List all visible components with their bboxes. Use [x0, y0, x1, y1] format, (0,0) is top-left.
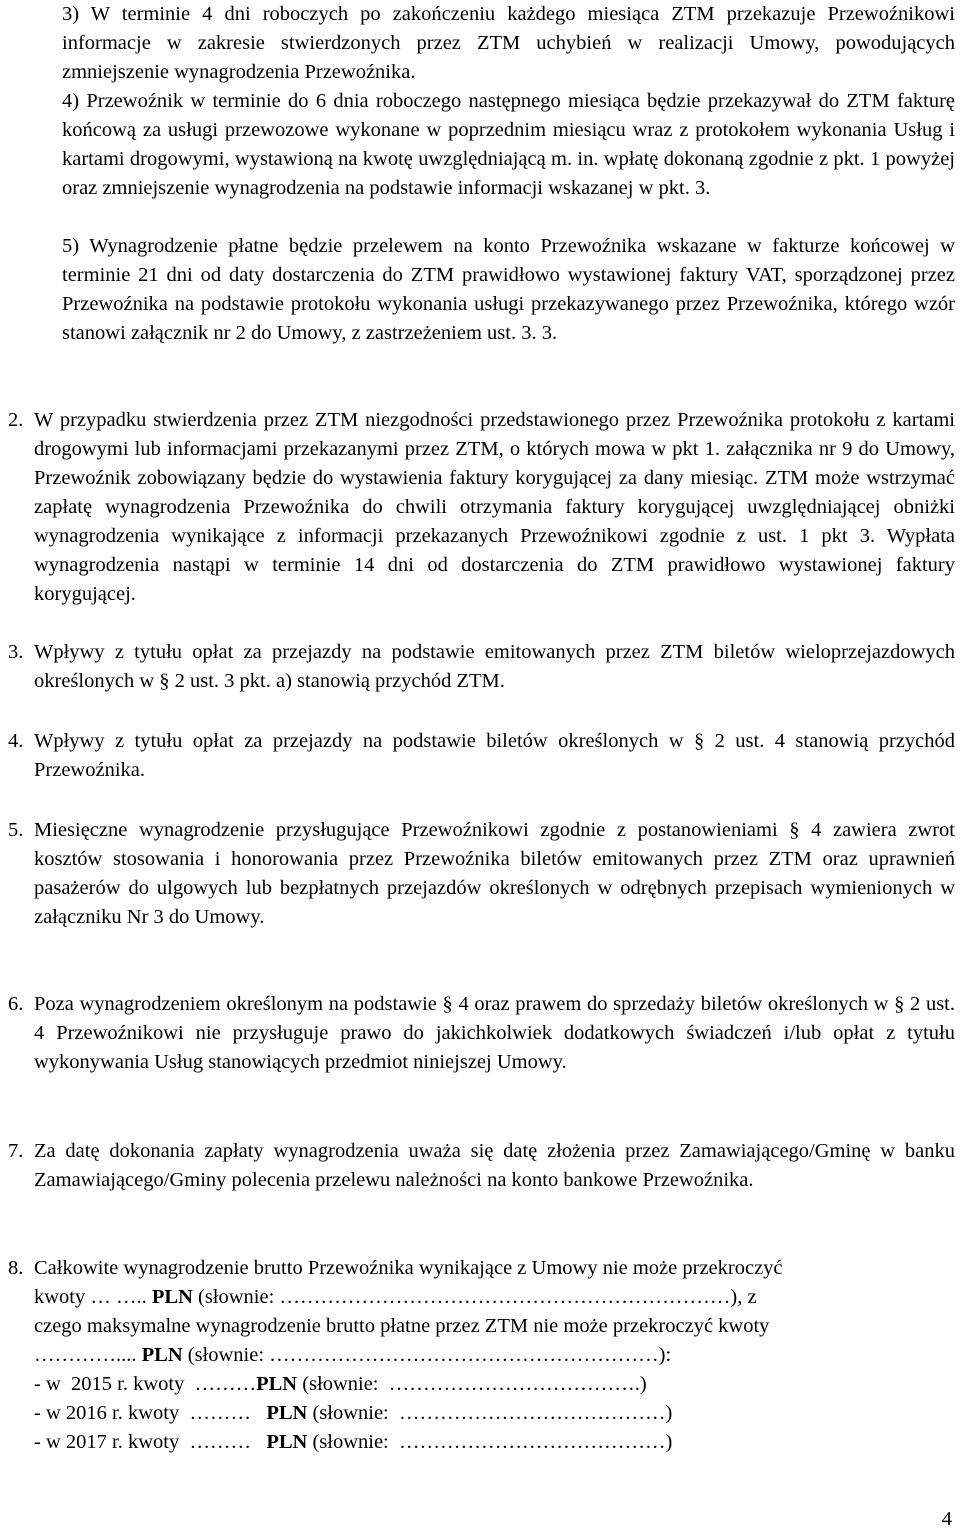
- paragraph-7-text: Za datę dokonania zapłaty wynagrodzenia uważa się datę złożenia przez Zamawiającego/Gminę w banku Zamawiającego/Gminy polecenia przelewu należności na konto bankowe Przewoźnika.: [34, 1140, 955, 1191]
- year-label: - w 2016 r. kwoty ………: [34, 1402, 267, 1424]
- amount-words-text: (słownie: …………………………………………………):: [182, 1344, 672, 1366]
- paragraph-2-number: 2.: [8, 409, 24, 431]
- amount-ztm-text: …………....: [34, 1344, 142, 1366]
- currency-label: PLN: [266, 1402, 308, 1424]
- year-label: - w 2015 r. kwoty ………: [34, 1373, 257, 1395]
- paragraph-6-text: Poza wynagrodzeniem określonym na podstawie § 4 oraz prawem do sprzedaży biletów określonych w § 2 ust. 4 Przewoźnikowi nie przysługuje prawo do jakichkolwiek dodatkowych świadczeń i/lub opłat z tytułu wykonywania Usług stanowiących przedmiot niniejszej Umowy.: [34, 993, 955, 1073]
- paragraph-8-line-3: czego maksymalne wynagrodzenie brutto płatne przez ZTM nie może przekroczyć kwoty: [34, 1315, 770, 1337]
- amount-words-text: (słownie: ……………………………….): [297, 1373, 647, 1395]
- year-row-2017: [34, 1428, 672, 1457]
- paragraph-5-number: 5.: [8, 819, 24, 841]
- year-row-2015: [34, 1370, 647, 1399]
- subpoint-5: 5) Wynagrodzenie płatne będzie przelewem na konto Przewoźnika wskazane w fakturze końcowej w terminie 21 dni od daty dostarczenia do ZTM prawidłowo wystawionej faktury VAT, sporządzonej przez Przewoźnika na podstawie protokołu wykonania usługi przekazywanego przez Przewoźnika, którego wzór stanowi załącznik nr 2 do Umowy, z zastrzeżeniem ust. 3. 3.: [62, 235, 955, 344]
- amount-words-text: (słownie: …………………………………………………………), z: [192, 1286, 757, 1308]
- paragraph-2-text: W przypadku stwierdzenia przez ZTM niezgodności przedstawionego przez Przewoźnika protokołu z kartami drogowymi lub informacjami przekazanymi przez ZTM, o których mowa w pkt 1. załącznika nr 9 do Umowy, Przewoźnik zobowiązany będzie do wystawienia faktury korygującej za dany miesiąc. ZTM może wstrzymać zapłatę wynagrodzenia Przewoźnika do chwili otrzymania faktury korygującej uwzględniającej obniżki wynagrodzenia wynikające z informacji przekazanych Przewoźnikowi zgodnie z ust. 1 pkt 3. Wypłata wynagrodzenia nastąpi w terminie 14 dni od dostarczenia do ZTM prawidłowo wystawionej faktury korygującej.: [34, 409, 955, 605]
- currency-label: PLN: [266, 1431, 308, 1453]
- currency-label: PLN: [256, 1373, 298, 1395]
- amount-words-text: (słownie: …………………………………): [307, 1402, 673, 1424]
- paragraph-8-line-2: [34, 1283, 757, 1312]
- paragraph-4-text: Wpływy z tytułu opłat za przejazdy na podstawie biletów określonych w § 2 ust. 4 stanowią przychód Przewoźnika.: [34, 730, 955, 781]
- paragraph-8-line-4: [34, 1341, 671, 1370]
- year-row-2016: [34, 1399, 672, 1428]
- page-number: 4: [941, 1508, 952, 1530]
- paragraph-3-number: 3.: [8, 641, 24, 663]
- paragraph-7-number: 7.: [8, 1140, 24, 1162]
- paragraph-8-number: 8.: [8, 1257, 24, 1279]
- amount-total-text: kwoty … …..: [34, 1286, 152, 1308]
- currency-label: PLN: [141, 1344, 183, 1366]
- subpoint-4: 4) Przewoźnik w terminie do 6 dnia roboczego następnego miesiąca będzie przekazywał do ZTM fakturę końcową za usługi przewozowe wykonane w poprzednim miesiącu wraz z protokołem wykonania Usług i kartami drogowymi, wystawioną na kwotę uwzględniającą m. in. wpłatę dokonaną zgodnie z pkt. 1 powyżej oraz zmniejszenie wynagrodzenia na podstawie informacji wskazanej w pkt. 3.: [62, 90, 955, 199]
- paragraph-8-line-1: Całkowite wynagrodzenie brutto Przewoźnika wynikające z Umowy nie może przekroczyć: [34, 1257, 783, 1279]
- year-label: - w 2017 r. kwoty ………: [34, 1431, 267, 1453]
- paragraph-3-text: Wpływy z tytułu opłat za przejazdy na podstawie emitowanych przez ZTM biletów wieloprzejazdowych określonych w § 2 ust. 3 pkt. a) stanowią przychód ZTM.: [34, 641, 955, 692]
- subpoint-3: 3) W terminie 4 dni roboczych po zakończeniu każdego miesiąca ZTM przekazuje Przewoźnikowi informacje w zakresie stwierdzonych przez ZTM uchybień w realizacji Umowy, powodujących zmniejszenie wynagrodzenia Przewoźnika.: [62, 3, 955, 83]
- paragraph-6-number: 6.: [8, 993, 24, 1015]
- paragraph-5-text: Miesięczne wynagrodzenie przysługujące Przewoźnikowi zgodnie z postanowieniami § 4 zawiera zwrot kosztów stosowania i honorowania przez Przewoźnika biletów emitowanych przez ZTM oraz uprawnień pasażerów do ulgowych lub bezpłatnych przejazdów określonych w odrębnych przepisach wymienionych w załączniku Nr 3 do Umowy.: [34, 819, 955, 928]
- currency-label: PLN: [151, 1286, 193, 1308]
- paragraph-4-number: 4.: [8, 730, 24, 752]
- amount-words-text: (słownie: …………………………………): [307, 1431, 673, 1453]
